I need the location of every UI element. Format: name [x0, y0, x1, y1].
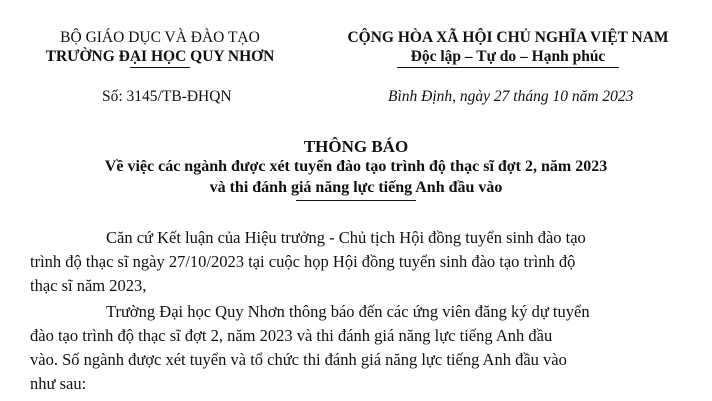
paragraph-2-line-2: đào tạo trình độ thạc sĩ đợt 2, năm 2023 và thi đánh giá năng lực tiếng Anh đầu [30, 326, 553, 345]
subtitle-line-2: và thi đánh giá năng lực tiếng Anh đầu vào [209, 179, 503, 196]
place-and-date: Bình Định, ngày 27 tháng 10 năm 2023 [388, 88, 634, 105]
paragraph-2-line-4: như sau: [30, 374, 87, 393]
paragraph-2-line-1: Trường Đại học Quy Nhơn thông báo đến các ứng viên đăng ký dự tuyển [106, 302, 590, 321]
motto-underline [397, 67, 619, 68]
university-underline [130, 67, 190, 68]
paragraph-2 [30, 300, 687, 396]
subtitle-line-1: Về việc các ngành được xét tuyển đào tạo trình độ thạc sĩ đợt 2, năm 2023 [104, 158, 608, 175]
document-title: THÔNG BÁO [303, 137, 409, 156]
paragraph-1-line-2: trình độ thạc sĩ ngày 27/10/2023 tại cuộc họp Hội đồng tuyển sinh đào tạo trình độ [30, 252, 576, 271]
university-name: TRƯỜNG ĐẠI HỌC QUY NHƠN [45, 48, 275, 65]
subtitle-underline [296, 200, 416, 201]
paragraph-2-line-3: vào. Số ngành được xét tuyển và tổ chức thi đánh giá năng lực tiếng Anh đầu vào [30, 350, 567, 369]
country-name: CỘNG HÒA XÃ HỘI CHỦ NGHĨA VIỆT NAM [347, 29, 669, 46]
motto: Độc lập – Tự do – Hạnh phúc [410, 48, 606, 65]
paragraph-1-line-3: thạc sĩ năm 2023, [30, 276, 147, 295]
paragraph-1 [30, 226, 687, 298]
issuing-organization [30, 28, 290, 68]
national-header [318, 28, 698, 68]
ministry-name: BỘ GIÁO DỤC VÀ ĐÀO TẠO [60, 29, 260, 46]
document-number: Số: 3145/TB-ĐHQN [102, 88, 232, 105]
paragraph-1-line-1: Căn cứ Kết luận của Hiệu trưởng - Chủ tịch Hội đồng tuyển sinh đào tạo [106, 228, 586, 247]
